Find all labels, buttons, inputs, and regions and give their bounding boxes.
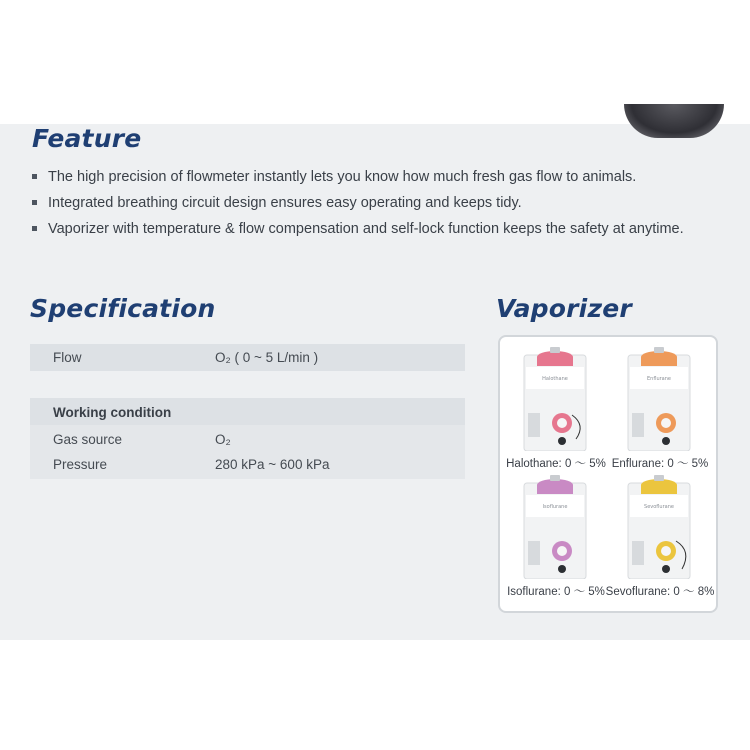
vaporizer-caption: Sevoflurane: 0 〜 8% [605, 586, 715, 598]
pressure-value: 280 kPa ~ 600 kPa [215, 457, 330, 472]
feature-list [32, 166, 684, 244]
vaporizer-bottle-icon [610, 347, 710, 451]
pressure-label: Pressure [53, 457, 108, 472]
vaporizer-bottle-label: Halothane [542, 376, 568, 382]
bullet-icon [32, 226, 37, 231]
vaporizer-bottle-icon [610, 475, 710, 579]
vaporizer-bottle-icon [506, 475, 606, 579]
vaporizer-bottle-icon [506, 347, 606, 451]
vaporizer-gallery [498, 335, 718, 613]
feature-item [32, 192, 684, 218]
vaporizer-title: Vaporizer [496, 294, 632, 323]
feature-item [32, 218, 684, 244]
feature-item [32, 166, 684, 192]
vaporizer-caption: Halothane: 0 〜 5% [506, 458, 606, 470]
vaporizer-caption: Enflurane: 0 〜 5% [611, 458, 709, 470]
flow-value: O₂ ( 0 ~ 5 L/min ) [215, 350, 319, 365]
bullet-icon [32, 174, 37, 179]
vaporizer-bottle-label: Sevoflurane [644, 504, 674, 510]
vaporizer-caption: Isoflurane: 0 〜 5% [507, 586, 605, 598]
flow-label: Flow [53, 350, 82, 365]
feature-title: Feature [32, 124, 142, 153]
feature-item-text: The high precision of flowmeter instantly lets you know how much fresh gas flow to animals. [48, 169, 637, 185]
gas-source-value: O₂ [215, 432, 231, 447]
gas-source-label: Gas source [53, 432, 123, 447]
vaporizer-bottle-label: Enflurane [646, 376, 672, 382]
working-condition-heading: Working condition [53, 405, 172, 420]
feature-item-text: Integrated breathing circuit design ensures easy operating and keeps tidy. [48, 195, 522, 211]
bullet-icon [32, 200, 37, 205]
feature-item-text: Vaporizer with temperature & flow compensation and self-lock function keeps the safety at anytime. [48, 221, 684, 237]
specification-title: Specification [30, 294, 216, 323]
vaporizer-bottle-label: Isoflurane [542, 504, 568, 510]
